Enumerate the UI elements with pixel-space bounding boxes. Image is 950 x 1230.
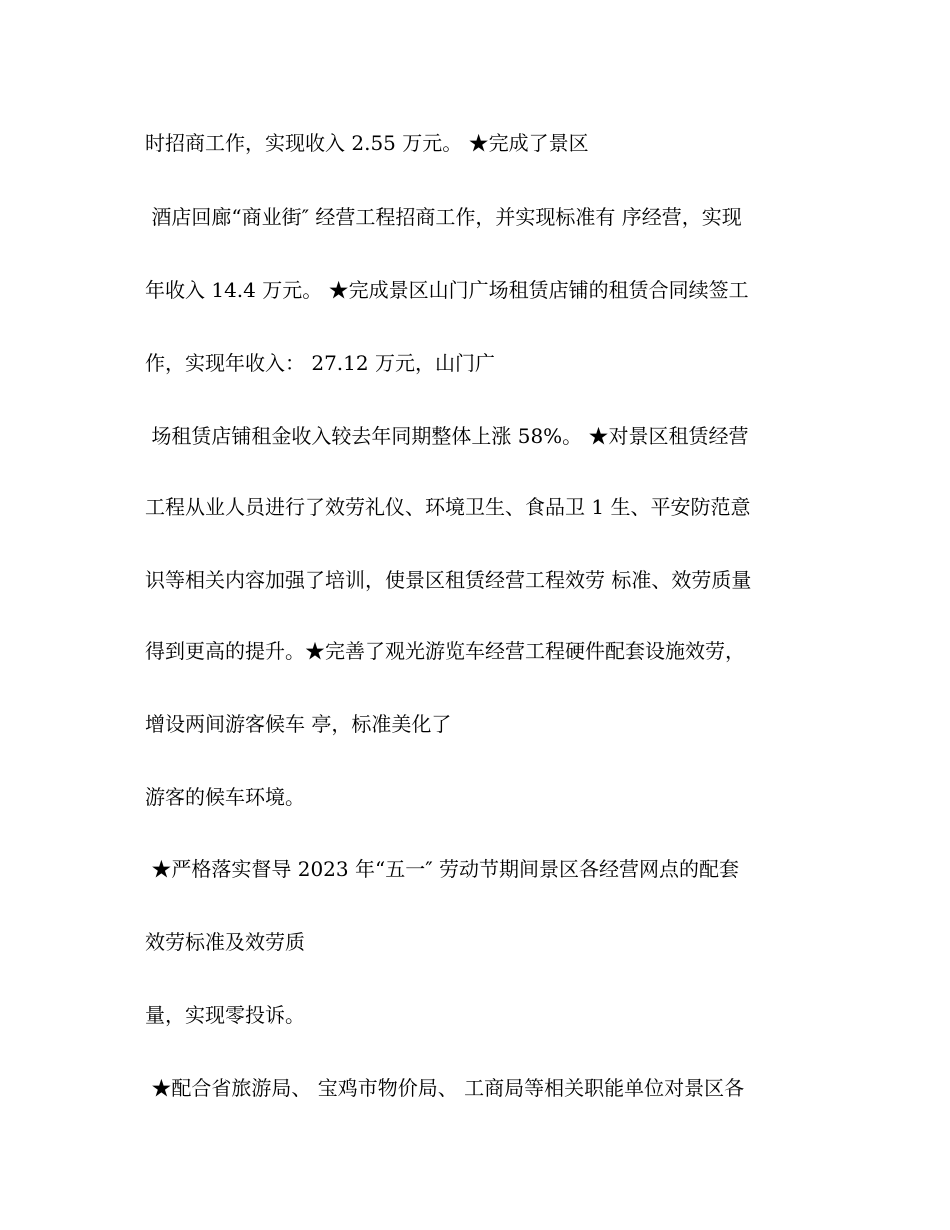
text-line: 年收入 14.4 万元。 ★完成景区山门广场租赁店铺的租赁合同续签工 bbox=[145, 278, 749, 302]
text-line: 量，实现零投诉。 bbox=[145, 1003, 305, 1027]
text-line: 时招商工作，实现收入 2.55 万元。 ★完成了景区 bbox=[145, 131, 589, 155]
text-line: 识等相关内容加强了培训，使景区租赁经营工程效劳 标准、效劳质量 bbox=[145, 568, 752, 592]
text-line: 效劳标准及效劳质 bbox=[145, 930, 305, 954]
text-line: 增设两间游客候车 亭，标准美化了 bbox=[145, 712, 452, 736]
text-line: 场租赁店铺租金收入较去年同期整体上涨 58%。 ★对景区租赁经营 bbox=[145, 424, 749, 448]
text-line: 工程从业人员进行了效劳礼仪、环境卫生、食品卫 1 生、平安防范意 bbox=[145, 495, 751, 519]
text-line: ★严格落实督导 2023 年“五一″ 劳动节期间景区各经营网点的配套 bbox=[145, 857, 740, 881]
text-line: 作，实现年收入： 27.12 万元，山门广 bbox=[145, 351, 495, 375]
text-line: 游客的候车环境。 bbox=[145, 785, 305, 809]
text-line: 得到更高的提升。★完善了观光游览车经营工程硬件配套设施效劳， bbox=[145, 639, 745, 663]
text-line: 酒店回廊“商业街″ 经营工程招商工作，并实现标准有 序经营，实现 bbox=[145, 205, 742, 229]
text-line: ★配合省旅游局、 宝鸡市物价局、 工商局等相关职能单位对景区各 bbox=[145, 1076, 745, 1100]
